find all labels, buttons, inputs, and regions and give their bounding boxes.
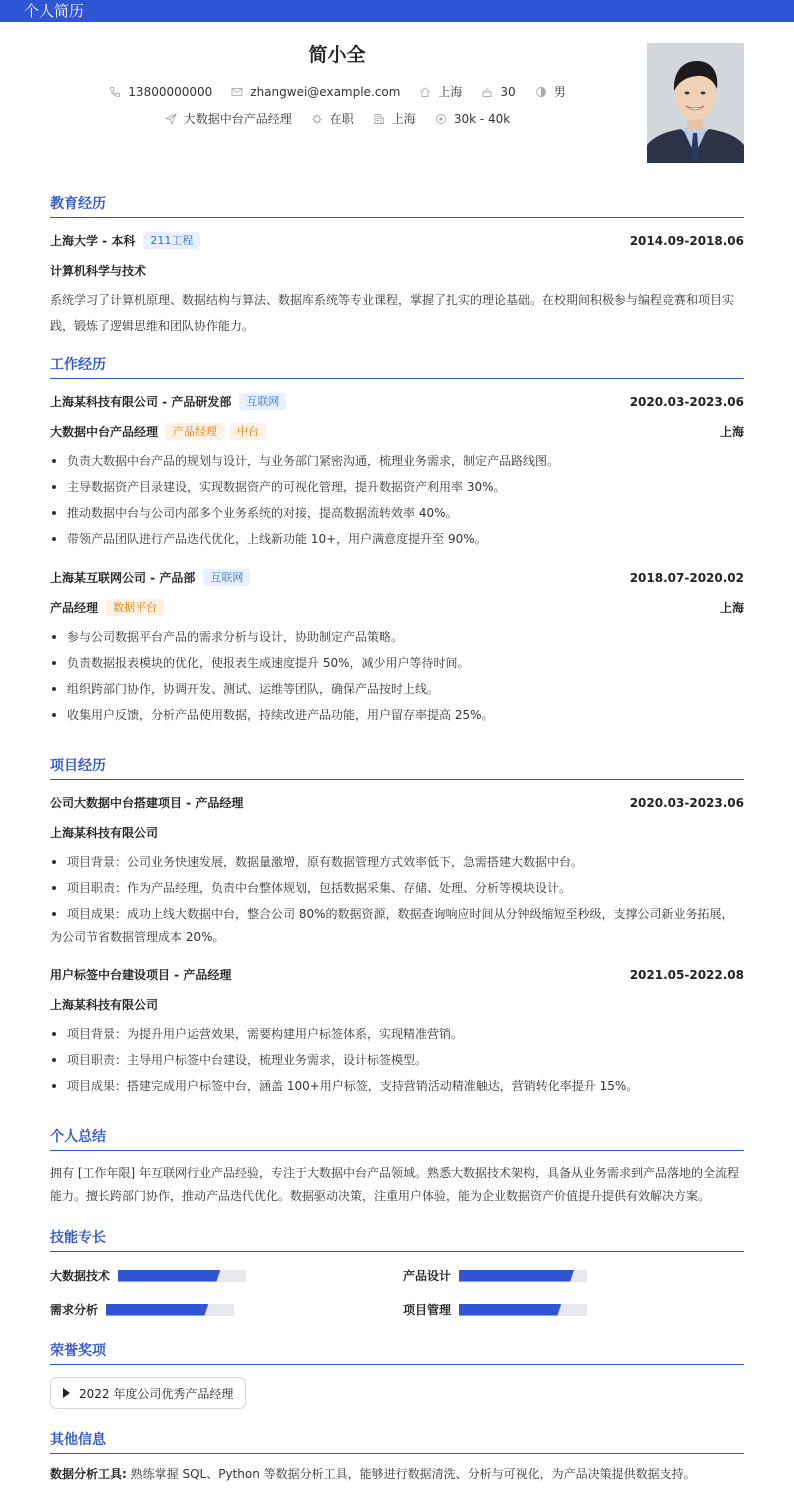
list-item: 项目职责：主导用户标签中台建设，梳理业务需求，设计标签模型。 [50, 1047, 744, 1073]
job-1-tag-2: 中台 [230, 423, 266, 440]
position-value: 大数据中台产品经理 [183, 112, 292, 126]
award-item-toggle[interactable] [50, 1377, 246, 1409]
job-2-header-row [50, 569, 744, 586]
job-1-industry-tag: 互联网 [239, 393, 286, 410]
profile-job-row [0, 110, 674, 127]
list-item: 负责数据报表模块的优化，使报表生成速度提升 50%，减少用户等待时间。 [50, 650, 744, 676]
section-title-summary: 个人总结 [50, 1126, 744, 1151]
profile-city [418, 83, 462, 100]
project-1-name: 公司大数据中台搭建项目 - 产品经理 [50, 796, 244, 810]
section-title-work: 工作经历 [50, 354, 744, 379]
list-item: 项目职责：作为产品经理，负责中台整体规划，包括数据采集、存储、处理、分析等模块设计。 [50, 875, 744, 901]
status-icon [310, 112, 324, 126]
project-1-company: 上海某科技有限公司 [50, 826, 159, 840]
job-1-company: 上海某科技有限公司 - 产品研发部 [50, 395, 232, 409]
gender-icon [534, 85, 548, 99]
education-date: 2014.09-2018.06 [629, 233, 744, 248]
summary-line-1: 拥有 [工作年限] 年互联网行业产品经验，专注于大数据中台产品领域。熟悉大数据技术架构，具备从业务需求到产品落地的全流程 [50, 1166, 739, 1180]
skill-item [50, 1301, 234, 1318]
other-info-label: 数据分析工具: [50, 1467, 127, 1481]
education-major-row [50, 262, 744, 279]
job-1-tag-1: 产品经理 [166, 423, 224, 440]
job-2-city: 上海 [719, 601, 744, 615]
skill-bar [459, 1304, 587, 1316]
send-icon [164, 112, 178, 126]
job-1-date: 2020.03-2023.06 [629, 394, 744, 409]
mail-icon [230, 85, 244, 99]
job-2-role-row [50, 599, 744, 616]
project-2-company-row [50, 996, 744, 1013]
list-item: 负责大数据中台产品的规划与设计，与业务部门紧密沟通，梳理业务需求，制定产品路线图。 [50, 448, 744, 474]
profile-name: 简小全 [308, 44, 366, 66]
skill-bar [118, 1270, 246, 1282]
project-1-date: 2020.03-2023.06 [629, 795, 744, 810]
list-item: 收集用户反馈，分析产品使用数据，持续改进产品功能，用户留存率提高 25%。 [50, 702, 744, 728]
other-info-text: 熟练掌握 SQL、Python 等数据分析工具，能够进行数据清洗、分析与可视化，为产品决策提供数据支持。 [130, 1467, 696, 1481]
phone-value: 13800000000 [128, 84, 213, 99]
list-item: 项目成果：搭建完成用户标签中台，涵盖 100+用户标签，支持营销活动精准触达，营销转化率提升 15%。 [50, 1073, 744, 1099]
profile-contact-row [0, 83, 674, 100]
page-header-bar [0, 0, 794, 22]
salary-value: 30k - 40k [453, 111, 511, 126]
profile-age [480, 85, 515, 99]
project-1-company-row [50, 824, 744, 841]
skill-item [403, 1267, 587, 1284]
job-2-industry-tag: 互联网 [203, 569, 250, 586]
section-title-skills: 技能专长 [50, 1227, 744, 1252]
other-info-line [50, 1465, 744, 1482]
skill-name: 大数据技术 [50, 1269, 111, 1283]
profile-position [164, 110, 292, 127]
skill-item [403, 1301, 587, 1318]
list-item: 主导数据资产目录建设，实现数据资产的可视化管理，提升数据资产利用率 30%。 [50, 474, 744, 500]
status-value: 在职 [329, 112, 354, 126]
education-school: 上海大学 - 本科 [50, 234, 136, 248]
skill-bar [459, 1270, 587, 1282]
phone-icon [108, 85, 122, 99]
list-item: 参与公司数据平台产品的需求分析与设计，协助制定产品策略。 [50, 624, 744, 650]
skill-bar-fill [118, 1270, 220, 1282]
list-item-continuation: 为公司节省数据管理成本 20%。 [50, 930, 225, 944]
caret-right-icon [63, 1388, 70, 1398]
skill-bar [106, 1304, 234, 1316]
job-2-company: 上海某互联网公司 - 产品部 [50, 571, 196, 585]
profile-email [230, 85, 400, 99]
list-item: 带领产品团队进行产品迭代优化，上线新功能 10+，用户满意度提升至 90%。 [50, 526, 744, 552]
education-tag: 211工程 [143, 232, 200, 249]
profile-phone [108, 85, 212, 99]
list-item: 项目背景：公司业务快速发展，数据量激增，原有数据管理方式效率低下，急需搭建大数据中台。 [50, 849, 744, 875]
skill-item [50, 1267, 246, 1284]
section-title-education: 教育经历 [50, 193, 744, 218]
project-2-date: 2021.05-2022.08 [629, 967, 744, 982]
profile-gender [534, 83, 566, 100]
skill-bar-fill [459, 1304, 561, 1316]
skill-bar-fill [459, 1270, 574, 1282]
city-value: 上海 [438, 85, 463, 99]
education-major: 计算机科学与技术 [50, 264, 147, 278]
list-item: 项目背景：为提升用户运营效果，需要构建用户标签体系，实现精准营销。 [50, 1021, 744, 1047]
target-city-value: 上海 [391, 112, 416, 126]
skill-name: 项目管理 [403, 1303, 452, 1317]
section-title-projects: 项目经历 [50, 755, 744, 780]
profile-target-city [372, 110, 416, 127]
job-2-role: 产品经理 [50, 601, 99, 615]
age-value: 30 [500, 84, 516, 99]
list-item: 推动数据中台与公司内部多个业务系统的对接，提高数据流转效率 40%。 [50, 500, 744, 526]
skill-name: 需求分析 [50, 1303, 99, 1317]
email-value: zhangwei@example.com [250, 84, 401, 99]
award-item-label: 2022 年度公司优秀产品经理 [79, 1386, 234, 1401]
list-item: 项目成果：成功上线大数据中台，整合公司 80%的数据资源，数据查询响应时间从分钟级缩短至秒级，支撑公司新业务拓展， [50, 901, 744, 927]
profile-photo [647, 43, 744, 163]
profile-status [310, 110, 354, 127]
project-2-name: 用户标签中台建设项目 - 产品经理 [50, 968, 232, 982]
summary-line-2: 能力。擅长跨部门协作，推动产品迭代优化。数据驱动决策，注重用户体验，能为企业数据资产价值提升提供有效解决方案。 [50, 1189, 711, 1203]
education-description: 系统学习了计算机原理、数据结构与算法、数据库系统等专业课程，掌握了扎实的理论基础。在校期间积极参与编程竞赛和项目实践，锻炼了逻辑思维和团队协作能力。 [50, 293, 735, 333]
job-1-role: 大数据中台产品经理 [50, 425, 159, 439]
gender-value: 男 [553, 85, 566, 99]
header-title: 个人简历 [24, 2, 85, 20]
section-title-other: 其他信息 [50, 1429, 744, 1454]
project-2-company: 上海某科技有限公司 [50, 998, 159, 1012]
list-item: 组织跨部门协作，协调开发、测试、运维等团队，确保产品按时上线。 [50, 676, 744, 702]
home-icon [418, 85, 432, 99]
education-header-row [50, 232, 744, 249]
job-1-header-row [50, 393, 744, 410]
skill-bar-fill [106, 1304, 208, 1316]
project-2-header-row [50, 966, 744, 983]
project-1-header-row [50, 794, 744, 811]
skill-name: 产品设计 [403, 1269, 452, 1283]
job-1-city: 上海 [719, 425, 744, 439]
age-icon [480, 85, 494, 99]
job-1-role-row [50, 423, 744, 440]
section-title-awards: 荣誉奖项 [50, 1340, 744, 1365]
money-icon [434, 112, 448, 126]
building-icon [372, 112, 386, 126]
job-2-tag-1: 数据平台 [106, 599, 164, 616]
job-2-date: 2018.07-2020.02 [629, 570, 744, 585]
profile-salary [434, 112, 510, 126]
